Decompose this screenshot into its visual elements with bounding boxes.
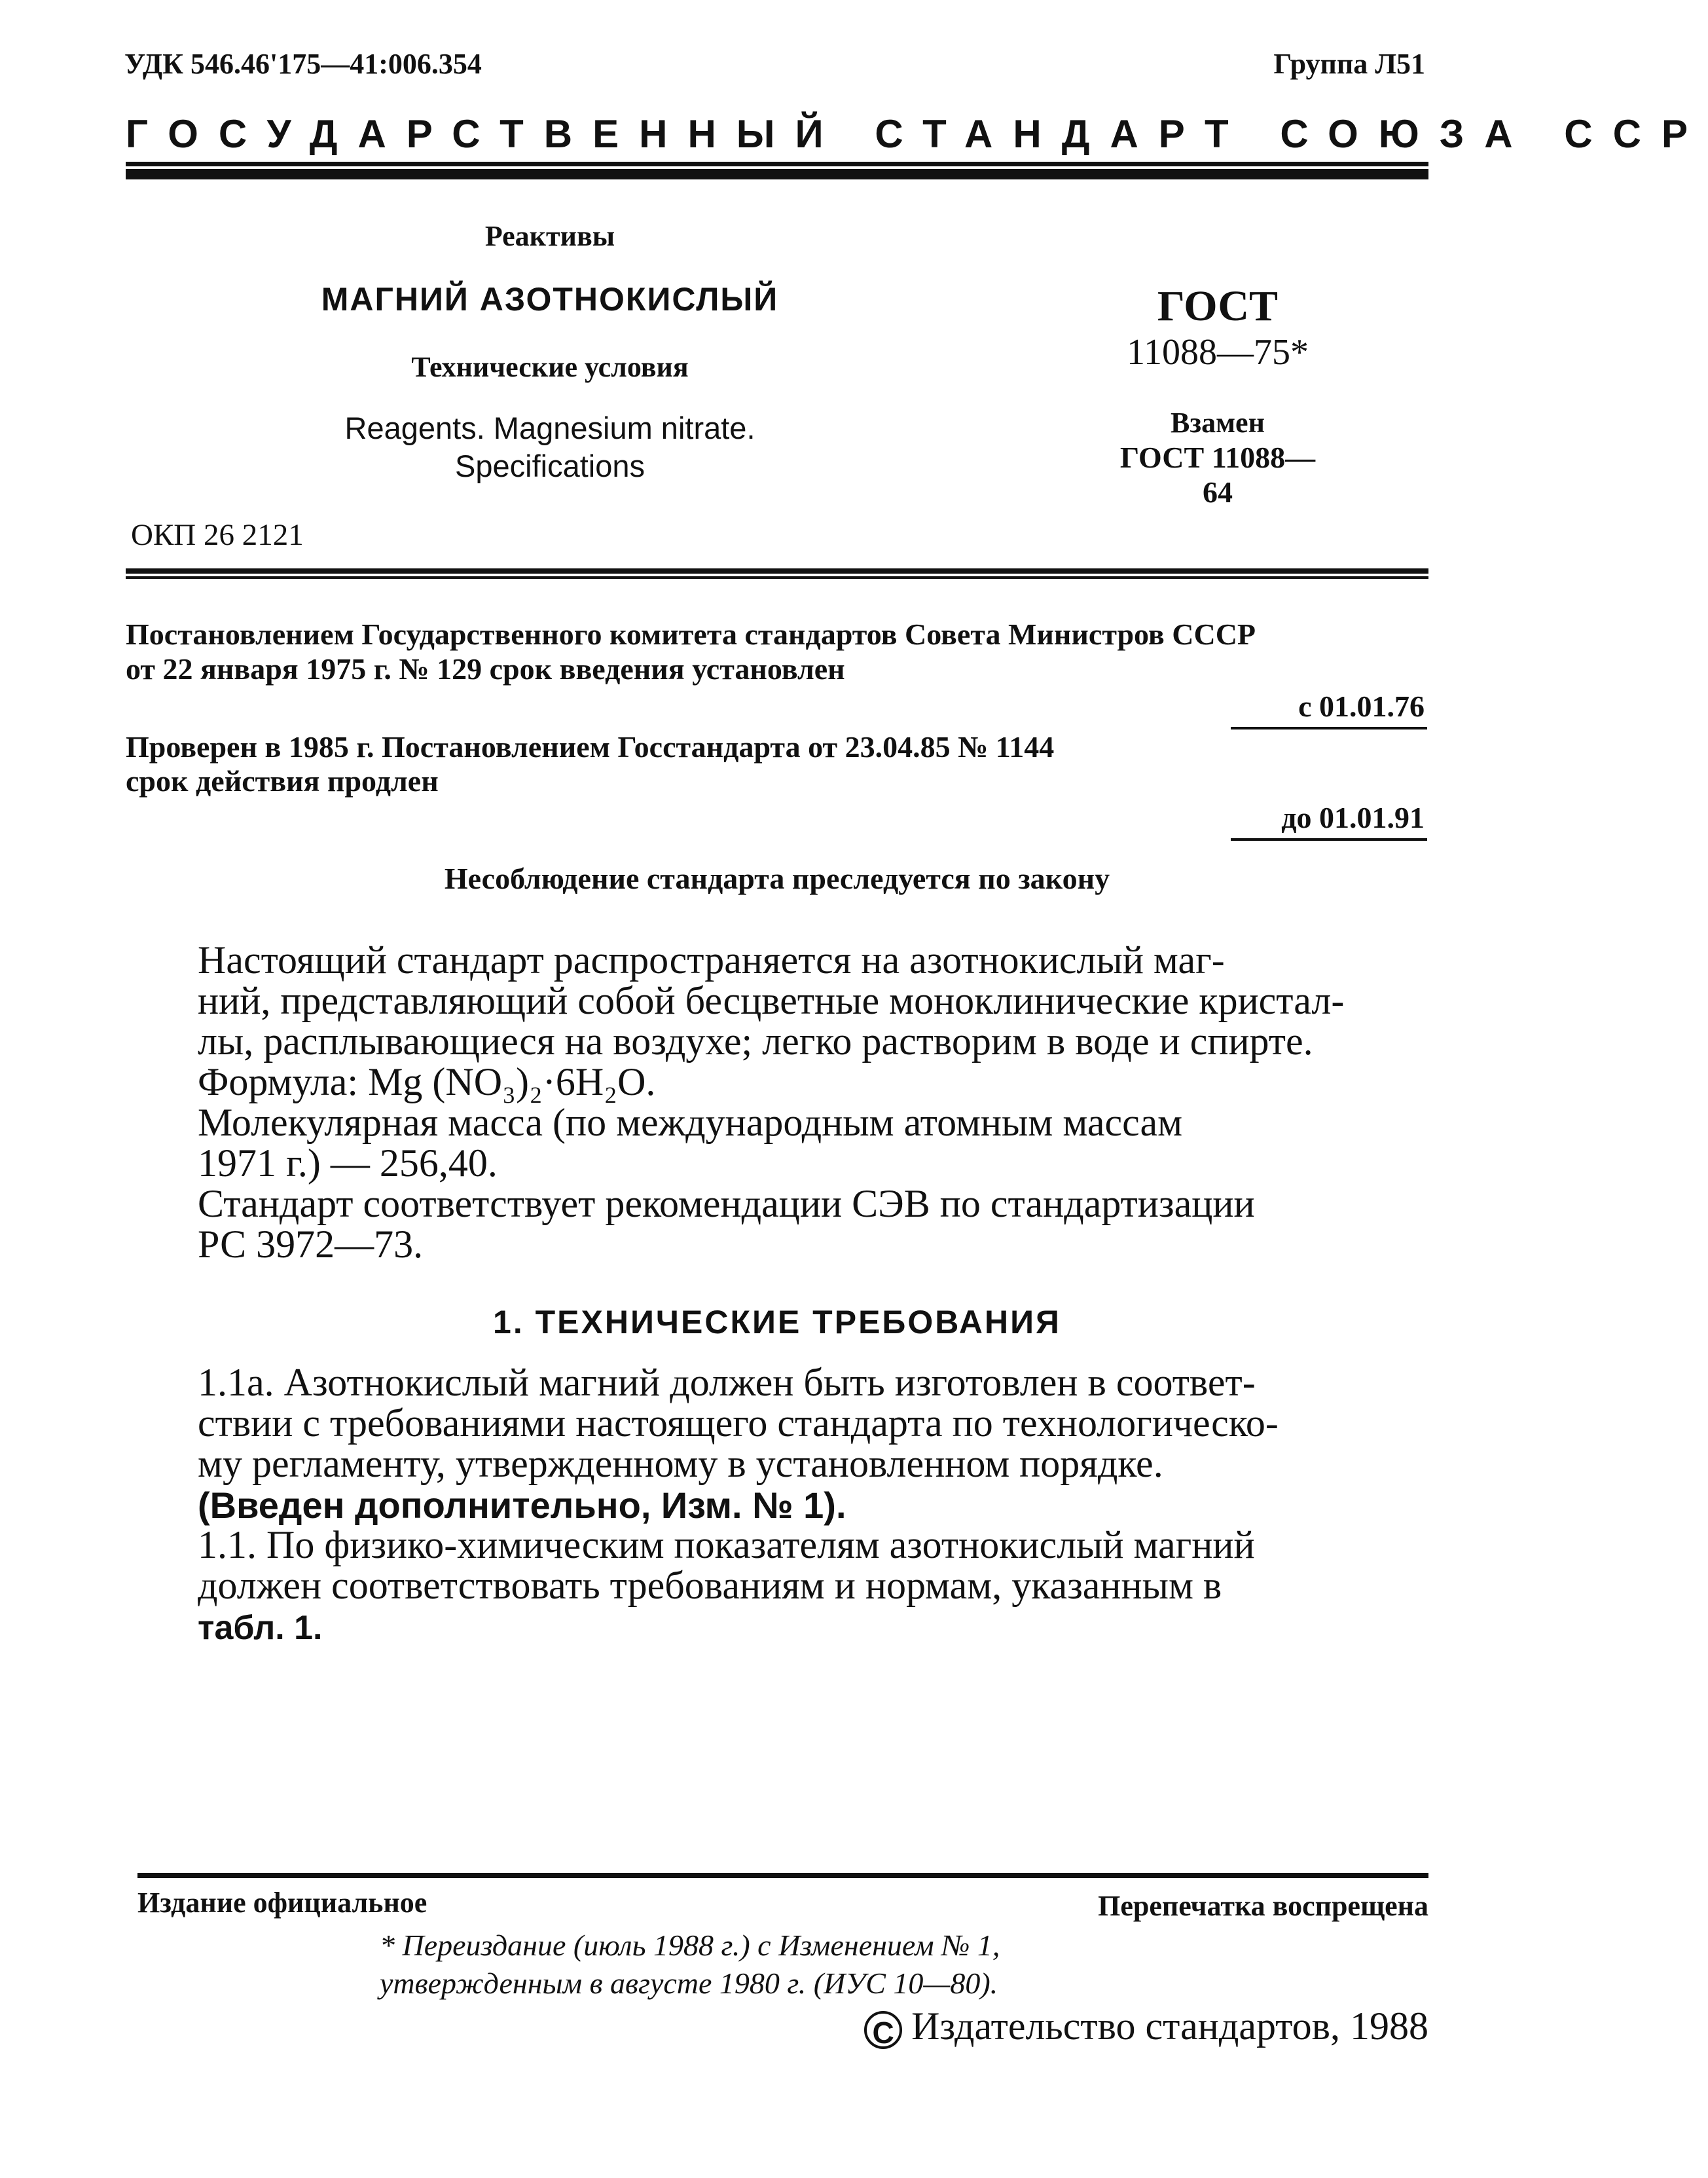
title-block-rule-thin: [126, 576, 1428, 579]
clause-1-1a: [126, 1362, 1428, 1484]
scope-line: ний, представляющий собой бесцветные моноклинические кристал-: [198, 979, 1345, 1022]
clause-1-1a-line: му регламенту, утвержденному в установленном порядке.: [198, 1442, 1163, 1485]
replaces-label: Взамен: [1171, 407, 1265, 439]
scope-paragraph: [126, 940, 1428, 1061]
molecular-mass-line: Молекулярная масса (по международным атомным массам: [198, 1101, 1183, 1144]
group-code: Группа Л51: [1273, 48, 1425, 80]
udk-code: УДК 546.46'175—41:006.354: [124, 48, 482, 80]
reissue-note: * Переиздание (июль 1988 г.) с Изменением № 1, утвержденным в августе 1980 г. (ИУС 10—80).: [380, 1929, 1000, 2000]
clause-1-1a-line: 1.1а. Азотнокислый магний должен быть изготовлен в соответ-: [198, 1361, 1256, 1404]
gost-label: ГОСТ: [1157, 282, 1279, 330]
gost-number: 11088—75*: [1127, 332, 1309, 373]
category-label: Реактивы: [484, 220, 615, 252]
clause-1-1-line: 1.1. По физико-химическим показателям азотнокислый магний: [198, 1523, 1255, 1566]
sev-paragraph: [126, 1183, 1428, 1264]
reprint-forbidden-label: Перепечатка воспрещена: [1098, 1890, 1428, 1922]
molecular-mass-line: 1971 г.) — 256,40.: [198, 1141, 498, 1185]
clause-1-1-line: должен соответствовать требованиям и нормам, указанным в: [198, 1564, 1222, 1607]
english-title: Reagents. Magnesium nitrate. Specifications: [344, 411, 755, 483]
molecular-mass-paragraph: [126, 1102, 1428, 1183]
clause-1-1a-line: ствии с требованиями настоящего стандарта по технологическо-: [198, 1401, 1279, 1445]
scope-line: лы, расплывающиеся на воздухе; легко растворим в воде и спирте.: [198, 1020, 1313, 1063]
sev-line: РС 3972—73.: [198, 1223, 424, 1266]
verification-line-1: Проверен в 1985 г. Постановлением Госстандарта от 23.04.85 № 1144: [126, 730, 1055, 764]
non-compliance-notice: Несоблюдение стандарта преследуется по закону: [444, 862, 1110, 895]
title-block-rule-thick: [126, 568, 1428, 574]
introduction-date-underline: [1231, 727, 1427, 729]
decree-line-1: Постановлением Государственного комитета стандартов Совета Министров СССР: [126, 618, 1256, 651]
okp-code: ОКП 26 2121: [131, 518, 304, 552]
formula-line: Формула: Mg (NO₃)₂·6H₂O.: [198, 1060, 656, 1103]
publisher-name: Издательство стандартов, 1988: [911, 2004, 1428, 2048]
scope-line: Настоящий стандарт распространяется на азотнокислый маг-: [198, 938, 1225, 982]
extension-date-underline: [1231, 838, 1427, 841]
header-rule-thick: [126, 169, 1428, 179]
product-name: МАГНИЙ АЗОТНОКИСЛЫЙ: [321, 281, 779, 318]
state-standard-title: ГОСУДАРСТВЕННЫЙ СТАНДАРТ СОЮЗА ССР: [126, 112, 1708, 156]
official-edition-label: Издание официальное: [137, 1887, 427, 1919]
decree-line-2: от 22 января 1975 г. № 129 срок введения установлен: [126, 652, 845, 686]
tech-conditions-label: Технические условия: [411, 351, 689, 383]
table-reference: табл. 1.: [198, 1609, 323, 1647]
sev-line: Стандарт соответствует рекомендации СЭВ по стандартизации: [198, 1182, 1255, 1225]
publisher-line: [864, 2004, 1428, 2049]
header-rule-thin: [126, 162, 1428, 166]
copyright-icon: C: [864, 2011, 902, 2049]
section-heading: 1. ТЕХНИЧЕСКИЕ ТРЕБОВАНИЯ: [493, 1304, 1061, 1340]
extension-date: до 01.01.91: [1281, 801, 1425, 834]
introduction-date: с 01.01.76: [1298, 690, 1425, 723]
replaces-value: ГОСТ 11088—64: [1119, 441, 1316, 509]
verification-line-2: срок действия продлен: [126, 764, 439, 798]
footer-rule: [137, 1873, 1428, 1878]
amendment-note: (Введен дополнительно, Изм. № 1).: [198, 1485, 846, 1526]
clause-1-1: [126, 1524, 1428, 1648]
